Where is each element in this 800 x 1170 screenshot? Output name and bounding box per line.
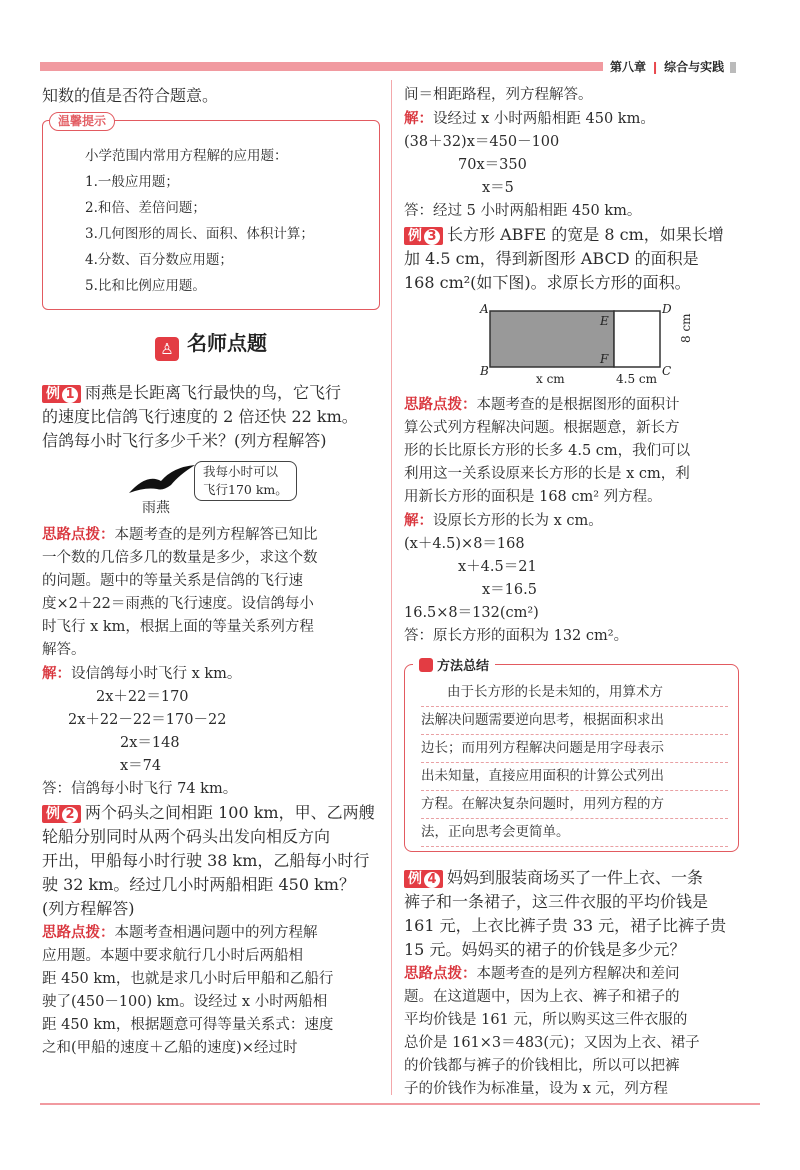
equation-step: 2x＋22＝170 xyxy=(96,689,189,705)
hint-line: 的问题。题中的等量关系是信鸽的飞行速 xyxy=(42,573,303,589)
tip-item: 5.比和比例应用题。 xyxy=(85,278,206,294)
equation-step: x＝5 xyxy=(482,180,514,196)
left-column xyxy=(42,84,380,1060)
section-title-text: 名师点题 xyxy=(187,331,267,355)
example-2-line: 例 2 两个码头之间相距 100 km，甲、乙两艘 xyxy=(42,801,380,825)
paragraph: 知数的值是否符合题意。 xyxy=(42,86,219,105)
hint-line: 度×2＋22＝雨燕的飞行速度。设信鸽每小 xyxy=(42,596,314,612)
equation-step: (38＋32)x＝450－100 xyxy=(404,134,560,150)
label-a: A xyxy=(480,303,489,316)
example-badge: 例 1 xyxy=(42,385,81,403)
hint-line: 距 450 km，根据题意可得等量关系式：速度 xyxy=(42,1017,334,1033)
equation-step: 70x＝350 xyxy=(458,157,527,173)
solution-line: 解：设经过 x 小时两船相距 450 km。 xyxy=(404,110,655,127)
tip-item: 2.和倍、差倍问题； xyxy=(85,200,206,216)
label-f: F xyxy=(600,352,609,366)
speech-bubble: 我每小时可以 飞行170 km。 xyxy=(194,461,297,501)
equation-step: 16.5×8＝132(cm²) xyxy=(404,605,539,621)
hint-line: 一个数的几倍多几的数量是多少，求这个数 xyxy=(42,550,318,566)
method-line: 法解决问题需要逆向思考，根据面积求出 xyxy=(421,707,728,735)
hint-line: 思路点拨：本题考查的是根据图形的面积计 xyxy=(404,396,680,413)
equation-step: x＝16.5 xyxy=(482,582,537,598)
example-1-line: 例 1 雨燕是长距离飞行最快的鸟，它飞行 xyxy=(42,381,380,405)
answer-line: 答：原长方形的面积为 132 cm²。 xyxy=(404,628,629,644)
answer-line: 答：信鸽每小时飞行 74 km。 xyxy=(42,781,238,797)
tip-item: 1.一般应用题； xyxy=(85,174,179,190)
example-2-line: 开出，甲船每小时行驶 38 km，乙船每小时行 xyxy=(42,851,370,870)
section-label: 综合与实践 xyxy=(664,60,725,74)
hint-line: 应用题。本题中要求航行几小时后两船相 xyxy=(42,948,303,964)
length-label: x cm xyxy=(536,372,565,386)
example-4-line: 161 元，上衣比裤子贵 33 元，裙子比裤子贵 xyxy=(404,916,727,935)
method-line: 出未知量，直接应用面积的计算公式列出 xyxy=(421,763,728,791)
footer-bar xyxy=(40,1103,760,1105)
label-c: C xyxy=(662,364,672,378)
tip-title: 小学范围内常用方程解的应用题： xyxy=(85,148,288,164)
column-divider xyxy=(391,80,392,1095)
hint-line: 子的价钱作为标准量，设为 x 元，列方程 xyxy=(404,1081,668,1097)
solution-line: 解：设信鸽每小时飞行 x km。 xyxy=(42,665,242,682)
header-bar xyxy=(40,62,603,71)
hint-line: 思路点拨：本题考查相遇问题中的列方程解 xyxy=(42,924,318,941)
equation-step: x＋4.5＝21 xyxy=(458,559,537,575)
teacher-icon: ♙ xyxy=(155,337,179,361)
solution-line: 解：设原长方形的长为 x cm。 xyxy=(404,512,603,529)
equation-step: (x＋4.5)×8＝168 xyxy=(404,536,525,552)
hint-line: 驶了(450－100) km。设经过 x 小时两船相 xyxy=(42,994,328,1010)
example-4-line: 15 元。妈妈买的裙子的价钱是多少元？ xyxy=(404,940,686,959)
example-1-line: 信鸽每小时飞行多少千米？(列方程解答) xyxy=(42,431,327,450)
width-label: 8 cm xyxy=(679,313,693,343)
example-1-line: 的速度比信鸽飞行速度的 2 倍还快 22 km。 xyxy=(42,407,358,426)
hint-line: 思路点拨：本题考查的是列方程解答已知比 xyxy=(42,526,318,543)
hint-line: 时飞行 x km，根据上面的等量关系列方程 xyxy=(42,619,314,635)
hint-line: 形的长比原长方形的长多 4.5 cm，我们可以 xyxy=(404,443,691,459)
tip-label: 温馨提示 xyxy=(49,112,115,131)
hint-line: 算公式列方程解决问题。根据题意，新长方 xyxy=(404,420,680,436)
example-2-line: 驶 32 km。经过几小时两船相距 450 km？ xyxy=(42,875,355,894)
tip-item: 3.几何图形的周长、面积、体积计算； xyxy=(85,226,314,242)
rectangle-figure xyxy=(476,303,706,389)
hint-line: 解答。 xyxy=(42,642,86,658)
hint-line: 平均价钱是 161 元，所以购买这三件衣服的 xyxy=(404,1012,688,1028)
label-b: B xyxy=(480,364,489,378)
tip-box xyxy=(42,114,380,310)
rectangle-diagram xyxy=(476,303,706,389)
hint-line: 思路点拨：本题考查的是列方程解决和差问 xyxy=(404,965,680,982)
hint-line: 间＝相距路程，列方程解答。 xyxy=(404,87,593,103)
right-column xyxy=(404,84,739,1101)
method-line: 法，正向思考会更简单。 xyxy=(421,819,728,847)
hint-line: 利用这一关系设原来长方形的长是 x cm，利 xyxy=(404,466,690,482)
example-badge: 例 3 xyxy=(404,227,443,245)
chapter-header: 第八章 ❙ 综合与实践 xyxy=(610,58,736,75)
hint-line: 的价钱都与裤子的价钱相比，所以可以把裤 xyxy=(404,1058,680,1074)
example-4-line: 裤子和一条裙子，这三件衣服的平均价钱是 xyxy=(404,892,709,911)
label-d: D xyxy=(662,303,672,316)
example-2-line: 轮船分别同时从两个码头出发向相反方向 xyxy=(42,827,331,846)
hint-line: 总价是 161×3＝483(元)；又因为上衣、裙子 xyxy=(404,1035,700,1051)
method-line: 由于长方形的长是未知的，用算术方 xyxy=(421,679,728,707)
example-2-line: (列方程解答) xyxy=(42,899,135,918)
method-label: 方法总结 xyxy=(413,655,495,678)
bird-caption: 雨燕 xyxy=(142,500,170,516)
example-badge: 例 2 xyxy=(42,805,81,823)
equation-step: x＝74 xyxy=(120,758,162,774)
label-e: E xyxy=(600,314,609,328)
method-line: 方程。在解决复杂问题时，用列方程的方 xyxy=(421,791,728,819)
section-title xyxy=(42,332,380,361)
example-3-line: 例 3 长方形 ABFE 的宽是 8 cm，如果长增 xyxy=(404,223,739,247)
hint-line: 距 450 km，也就是求几小时后甲船和乙船行 xyxy=(42,971,334,987)
chapter-label: 第八章 xyxy=(610,60,647,74)
answer-line: 答：经过 5 小时两船相距 450 km。 xyxy=(404,203,642,219)
swallow-icon xyxy=(127,463,197,497)
hint-line: 用新长方形的面积是 168 cm² 列方程。 xyxy=(404,489,662,505)
hint-line: 题。在这道题中，因为上衣、裤子和裙子的 xyxy=(404,989,680,1005)
method-line: 边长；而用列方程解决问题是用字母表示 xyxy=(421,735,728,763)
example-3-line: 加 4.5 cm，得到新图形 ABCD 的面积是 xyxy=(404,249,699,268)
equation-step: 2x＋22－22＝170－22 xyxy=(68,712,227,728)
tip-item: 4.分数、百分数应用题； xyxy=(85,252,233,268)
equation-step: 2x＝148 xyxy=(120,735,180,751)
hint-line: 之和(甲船的速度＋乙船的速度)×经过时 xyxy=(42,1040,298,1056)
example-3-line: 168 cm²(如下图)。求原长方形的面积。 xyxy=(404,273,691,292)
example-4-line: 例 4 妈妈到服装商场买了一件上衣、一条 xyxy=(404,866,739,890)
example-badge: 例 4 xyxy=(404,870,443,888)
swallow-illustration xyxy=(42,457,380,517)
added-length-label: 4.5 cm xyxy=(616,372,657,386)
method-summary-box xyxy=(404,659,739,852)
